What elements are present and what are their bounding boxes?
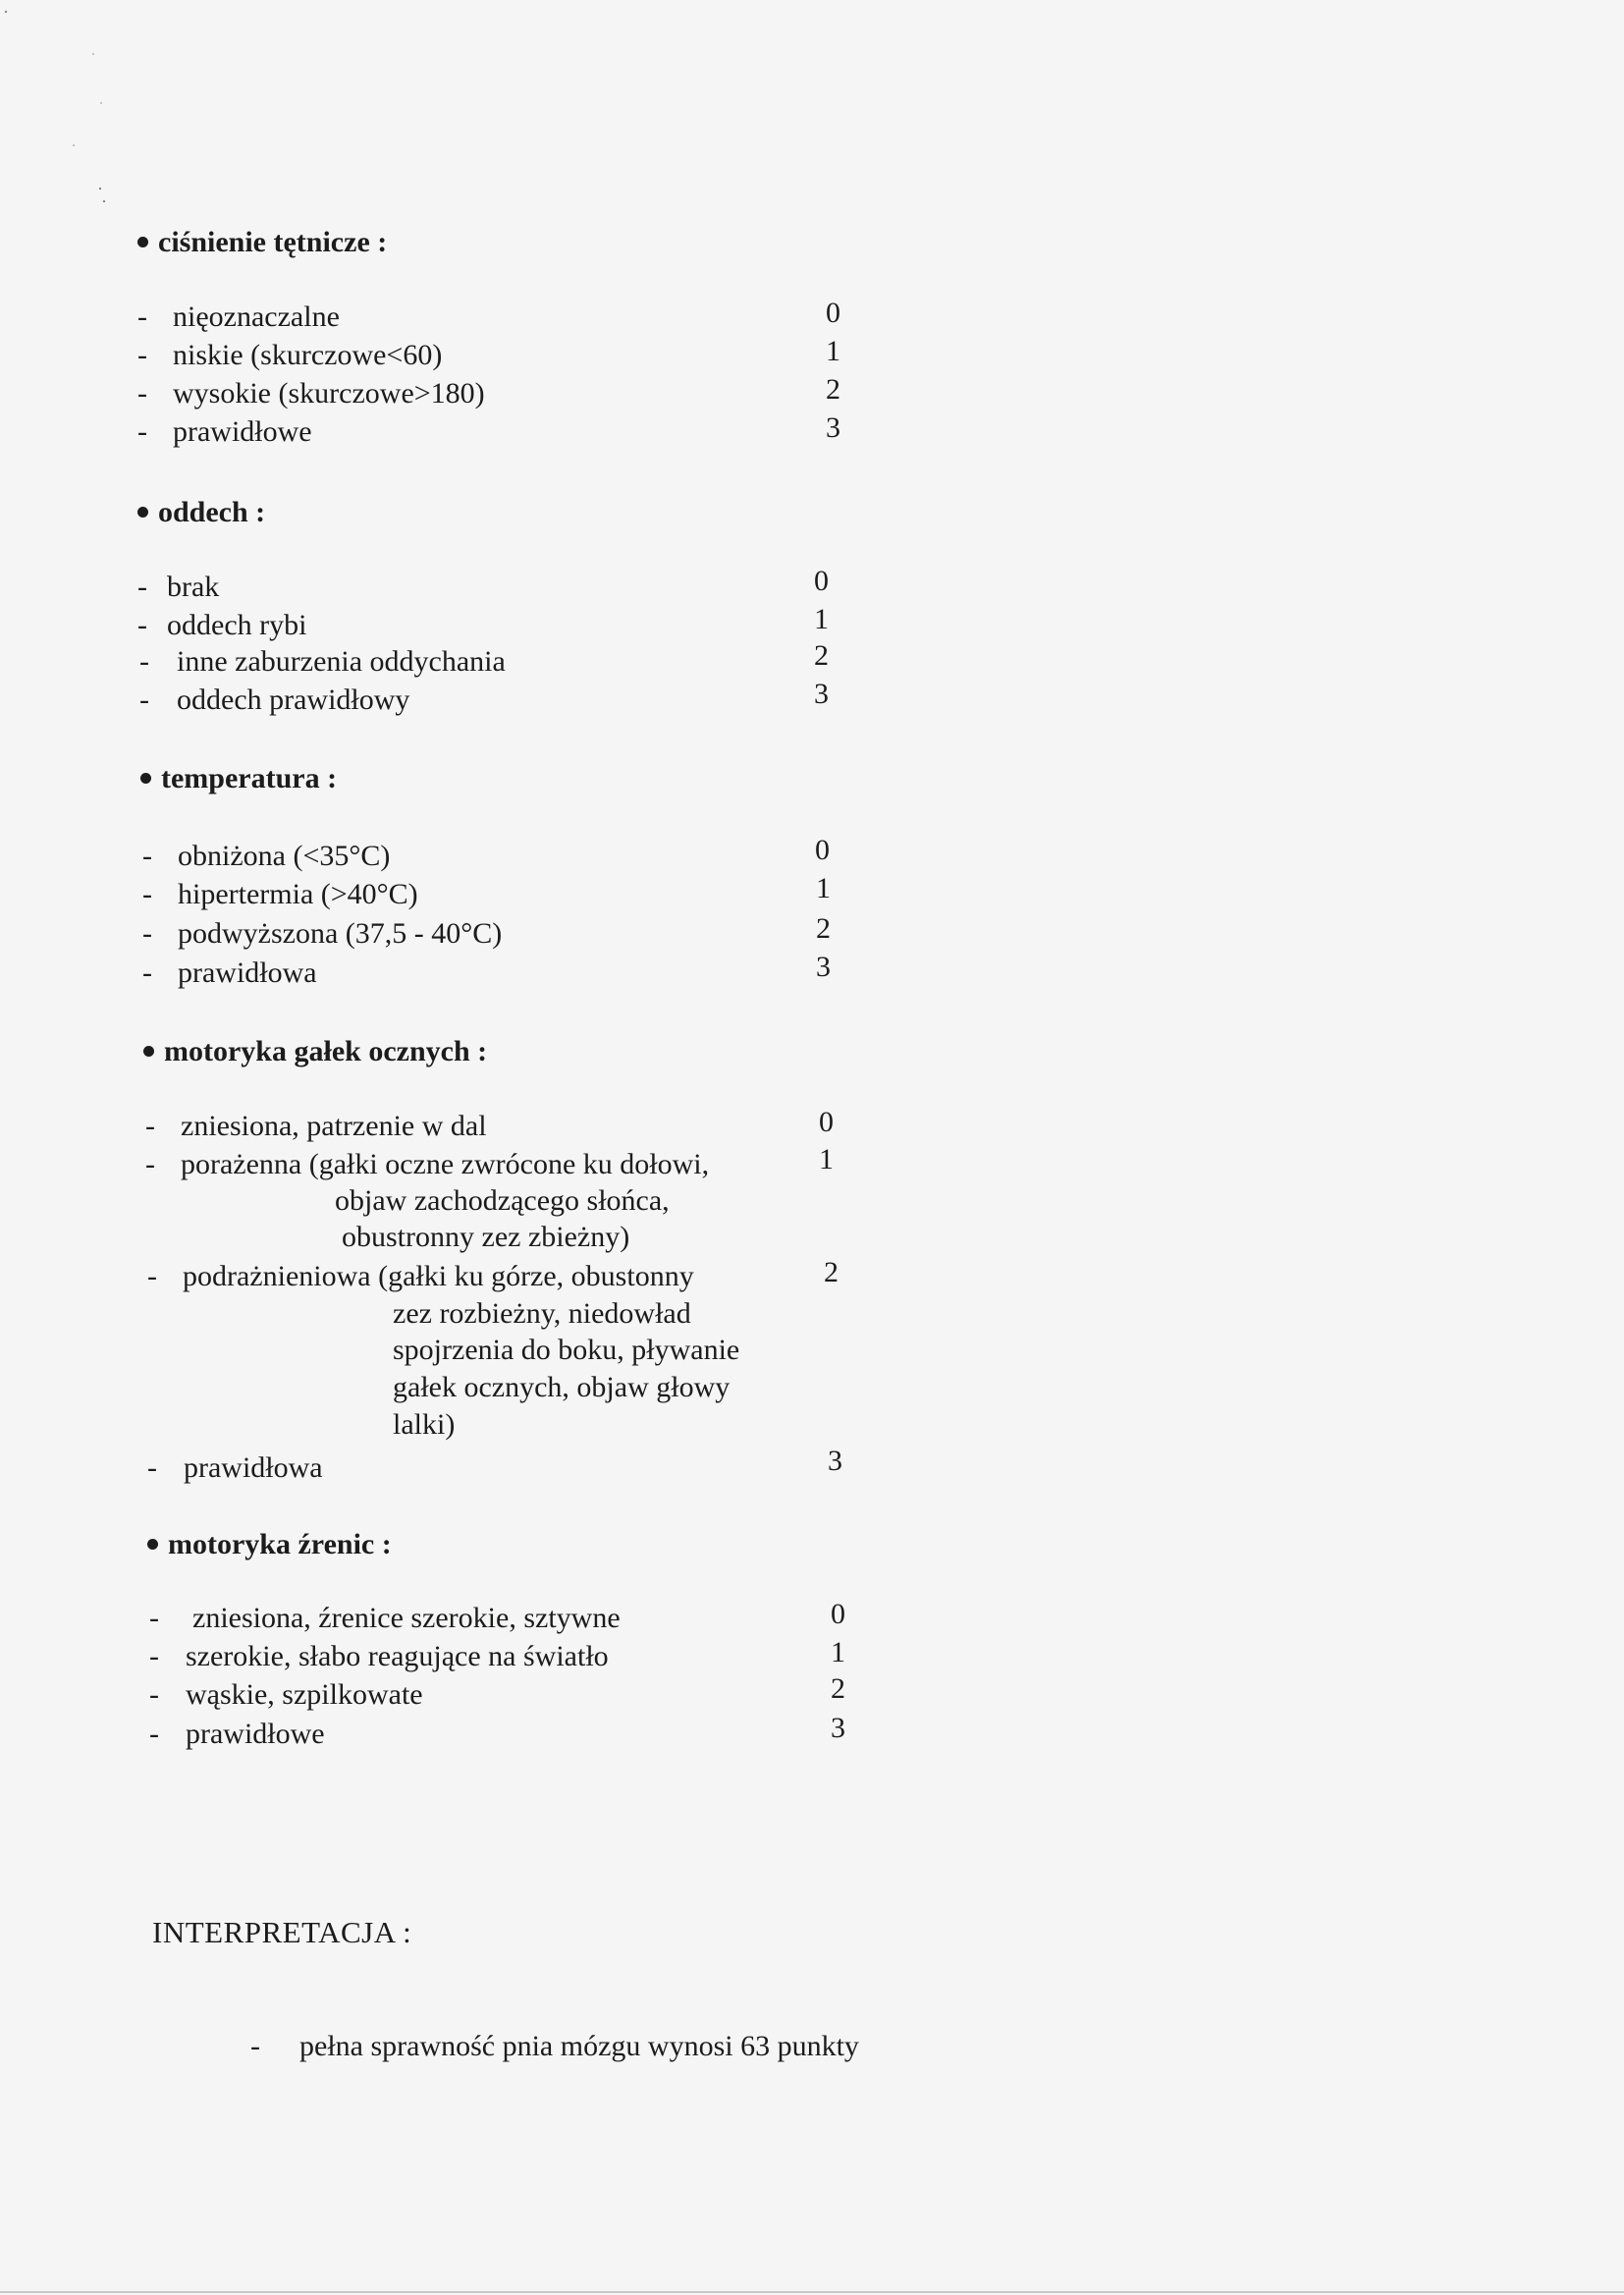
bullet-icon xyxy=(137,507,148,518)
bullet-icon xyxy=(137,237,148,247)
item-label: podrażnieniowa (gałki ku górze, obustonny xyxy=(183,1260,694,1292)
bullet-icon xyxy=(143,1046,154,1057)
section-heading-pupil-motility xyxy=(147,1528,392,1561)
item-label: obniżona (<35°C) xyxy=(178,840,391,872)
dash: - xyxy=(137,571,147,603)
item-label: niskie (skurczowe<60) xyxy=(173,339,443,371)
item-label: wąskie, szpilkowate xyxy=(186,1678,423,1711)
item-continuation: obustronny zez zbieżny) xyxy=(342,1221,630,1253)
dash: - xyxy=(142,956,152,989)
item-score: 0 xyxy=(815,834,830,866)
item-score: 0 xyxy=(831,1598,845,1630)
dash: - xyxy=(145,1110,155,1142)
section-heading-text: ciśnienie tętnicze : xyxy=(158,226,388,258)
dash: - xyxy=(142,878,152,910)
item-score: 0 xyxy=(814,565,829,597)
item-continuation: spojrzenia do boku, pływanie xyxy=(393,1334,740,1366)
item-score: 0 xyxy=(826,297,840,329)
item-label: podwyższona (37,5 - 40°C) xyxy=(178,917,503,950)
section-heading-text: oddech : xyxy=(158,496,266,528)
section-heading-blood-pressure xyxy=(137,226,387,259)
item-label: wysokie (skurczowe>180) xyxy=(173,377,485,410)
section-heading-text: motoryka źrenic : xyxy=(168,1528,392,1560)
interpretation-text: pełna sprawność pnia mózgu wynosi 63 punkty xyxy=(299,2030,859,2062)
item-score: 1 xyxy=(814,603,829,635)
section-heading-breathing xyxy=(137,496,265,529)
item-score: 0 xyxy=(819,1106,834,1138)
section-heading-text: temperatura : xyxy=(161,762,338,794)
dash: - xyxy=(137,377,147,410)
section-heading-text: motoryka gałek ocznych : xyxy=(164,1035,488,1067)
item-label: hipertermia (>40°C) xyxy=(178,878,418,910)
dash: - xyxy=(139,645,149,678)
dash: - xyxy=(149,1718,159,1750)
scan-specks xyxy=(0,0,137,216)
item-score: 1 xyxy=(831,1636,845,1668)
dash: - xyxy=(250,2030,260,2062)
item-continuation: lalki) xyxy=(393,1408,456,1441)
dash: - xyxy=(137,609,147,641)
item-label: oddech prawidłowy xyxy=(177,683,410,716)
item-score: 3 xyxy=(828,1445,842,1477)
dash: - xyxy=(145,1148,155,1180)
item-label: prawidłowa xyxy=(178,956,317,989)
item-label: prawidłowe xyxy=(173,415,312,448)
dash: - xyxy=(149,1640,159,1672)
item-score: 2 xyxy=(826,373,840,406)
item-score: 3 xyxy=(831,1712,845,1744)
dash: - xyxy=(149,1678,159,1711)
item-score: 3 xyxy=(814,678,829,710)
item-score: 1 xyxy=(819,1143,834,1175)
item-continuation: gałek ocznych, objaw głowy xyxy=(393,1371,731,1403)
item-label: szerokie, słabo reagujące na światło xyxy=(186,1640,609,1672)
bullet-icon xyxy=(147,1539,158,1550)
dash: - xyxy=(142,840,152,872)
item-label: brak xyxy=(167,571,220,603)
scan-edge xyxy=(0,2291,1624,2293)
item-score: 1 xyxy=(816,872,831,904)
item-label: prawidłowe xyxy=(186,1718,325,1750)
item-label: zniesiona, źrenice szerokie, sztywne xyxy=(192,1602,621,1634)
bullet-icon xyxy=(140,773,151,784)
item-label: nięoznaczalne xyxy=(173,301,340,333)
item-label: oddech rybi xyxy=(167,609,307,641)
item-label: porażenna (gałki oczne zwrócone ku dołowi, xyxy=(181,1148,710,1180)
dash: - xyxy=(137,415,147,448)
dash: - xyxy=(149,1602,159,1634)
section-heading-eye-motility xyxy=(143,1035,487,1068)
item-score: 2 xyxy=(816,912,831,945)
interpretation-heading: INTERPRETACJA : xyxy=(152,1915,412,1949)
section-heading-temperature xyxy=(140,762,337,795)
item-score: 3 xyxy=(816,951,831,983)
dash: - xyxy=(147,1260,157,1292)
item-score: 2 xyxy=(831,1672,845,1705)
item-label: prawidłowa xyxy=(184,1451,323,1484)
item-label: inne zaburzenia oddychania xyxy=(177,645,506,678)
item-score: 2 xyxy=(824,1256,839,1288)
item-score: 3 xyxy=(826,411,840,444)
item-score: 2 xyxy=(814,639,829,672)
dash: - xyxy=(139,683,149,716)
item-continuation: objaw zachodzącego słońca, xyxy=(335,1184,670,1217)
item-continuation: zez rozbieżny, niedowład xyxy=(393,1297,691,1330)
dash: - xyxy=(137,301,147,333)
dash: - xyxy=(142,917,152,950)
dash: - xyxy=(137,339,147,371)
dash: - xyxy=(147,1451,157,1484)
item-label: zniesiona, patrzenie w dal xyxy=(181,1110,487,1142)
item-score: 1 xyxy=(826,335,840,367)
